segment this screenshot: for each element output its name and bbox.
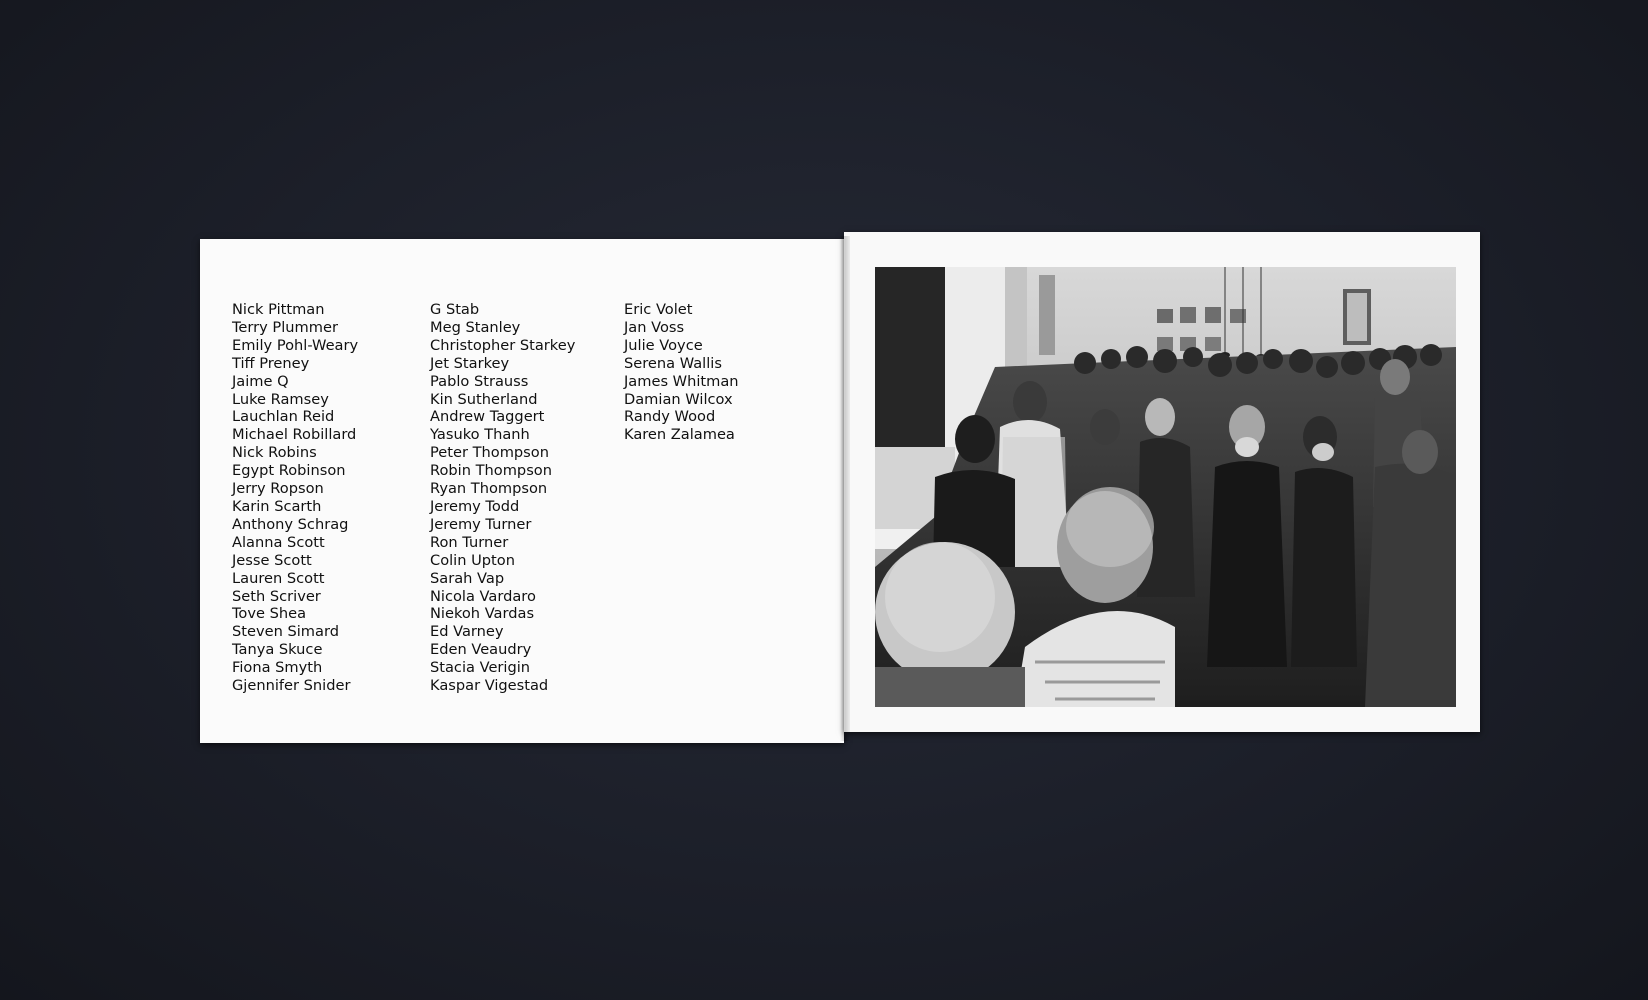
contributor-name: Colin Upton	[430, 551, 515, 569]
contributor-name: Emily Pohl-Weary	[232, 336, 359, 354]
contributor-name: Jan Voss	[624, 318, 685, 336]
names-column-1	[232, 301, 358, 695]
contributor-name: Jerry Ropson	[232, 480, 324, 498]
gallery-crowd-photo	[875, 267, 1456, 707]
contributor-name: Egypt Robinson	[232, 462, 346, 480]
contributor-name: Kin Sutherland	[430, 390, 538, 408]
contributor-name: Fiona Smyth	[232, 659, 323, 677]
contributor-name: Meg Stanley	[430, 318, 521, 336]
names-column-3	[624, 301, 739, 444]
contributor-name: Karen Zalamea	[624, 426, 735, 444]
contributor-name: Andrew Taggert	[430, 408, 545, 426]
contributor-name: Jesse Scott	[232, 551, 312, 569]
contributor-name: Jeremy Todd	[430, 497, 520, 515]
contributor-name: Stacia Verigin	[430, 659, 531, 677]
contributor-name: Nick Robins	[232, 444, 317, 462]
contributor-name: Lauren Scott	[232, 569, 325, 587]
contributor-name: Tove Shea	[232, 605, 307, 623]
contributor-name: Nicola Vardaro	[430, 587, 536, 605]
contributor-name: Ed Varney	[430, 623, 504, 641]
contributor-name: Julie Voyce	[624, 336, 703, 354]
contributor-name: Alanna Scott	[232, 533, 325, 551]
contributor-name: Peter Thompson	[430, 444, 549, 462]
contributor-name: Jaime Q	[232, 372, 289, 390]
contributor-name: Kaspar Vigestad	[430, 677, 549, 695]
contributor-name: Terry Plummer	[232, 318, 338, 336]
right-page	[844, 232, 1480, 732]
contributor-name: Randy Wood	[624, 408, 716, 426]
contributor-name: Lauchlan Reid	[232, 408, 335, 426]
contributor-name: Karin Scarth	[232, 497, 322, 515]
contributor-name: Niekoh Vardas	[430, 605, 535, 623]
contributor-name: Luke Ramsey	[232, 390, 329, 408]
contributor-name: Ron Turner	[430, 533, 509, 551]
contributor-name: Robin Thompson	[430, 462, 552, 480]
contributor-name: Yasuko Thanh	[430, 426, 530, 444]
contributor-name: Ryan Thompson	[430, 480, 548, 498]
contributor-name: G Stab	[430, 301, 480, 318]
names-column-2	[430, 301, 575, 695]
contributor-name: Damian Wilcox	[624, 390, 733, 408]
contributor-name: Steven Simard	[232, 623, 339, 641]
contributor-name: Tanya Skuce	[232, 641, 323, 659]
contributor-name: Jeremy Turner	[430, 515, 532, 533]
contributor-name: Jet Starkey	[430, 354, 510, 372]
contributor-name: Pablo Strauss	[430, 372, 529, 390]
contributor-name: Serena Wallis	[624, 354, 722, 372]
contributor-name: Nick Pittman	[232, 301, 325, 318]
contributor-name: Seth Scriver	[232, 587, 321, 605]
contributor-name: Anthony Schrag	[232, 515, 349, 533]
contributor-name: James Whitman	[624, 372, 739, 390]
contributor-name: Christopher Starkey	[430, 336, 576, 354]
booklet-spread	[200, 232, 1482, 746]
contributor-name: Eric Volet	[624, 301, 693, 318]
contributor-name: Tiff Preney	[232, 354, 310, 372]
contributor-name: Sarah Vap	[430, 569, 505, 587]
left-page	[200, 239, 844, 743]
contributor-name: Michael Robillard	[232, 426, 357, 444]
contributor-name: Gjennifer Snider	[232, 677, 351, 695]
contributor-name: Eden Veaudry	[430, 641, 532, 659]
